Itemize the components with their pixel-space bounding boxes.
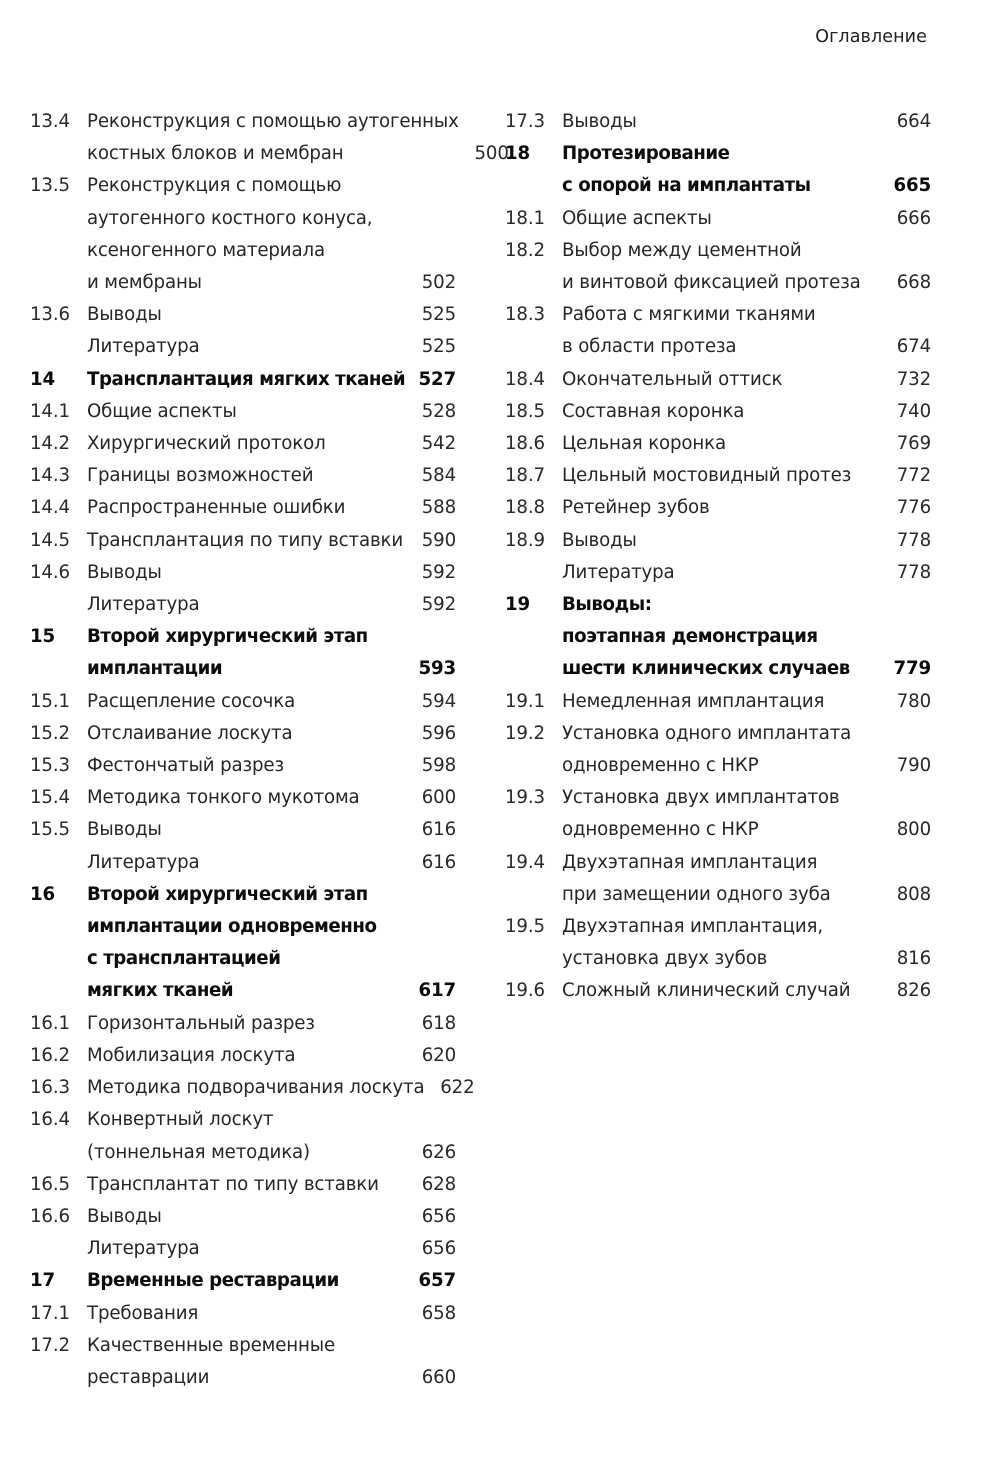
toc-entry-number: 15.1 xyxy=(30,690,70,712)
toc-entry-title-line: одновременно с НКР xyxy=(562,755,759,777)
toc-section-entry xyxy=(505,460,931,492)
toc-entry-page-number: 502 xyxy=(421,272,456,294)
toc-entry-number: 15 xyxy=(30,626,56,648)
toc-entry-title xyxy=(562,460,881,492)
toc-entry-title-line: Качественные временные xyxy=(87,1334,336,1356)
toc-entry-title xyxy=(562,492,881,524)
toc-entry-title-line: ксеногенного материала xyxy=(87,239,325,261)
toc-entry-title xyxy=(562,718,881,782)
toc-section-entry xyxy=(505,525,931,557)
toc-entry-number: 16 xyxy=(30,883,56,905)
toc-entry-title xyxy=(562,975,881,1007)
toc-section-entry xyxy=(30,106,509,170)
toc-entry-page-number: 592 xyxy=(421,561,456,583)
toc-entry-title xyxy=(87,879,406,1008)
toc-entry-number: 13.4 xyxy=(30,111,70,132)
toc-entry-page-number: 800 xyxy=(896,819,931,841)
toc-section-entry xyxy=(30,557,456,589)
toc-entry-page-number: 790 xyxy=(896,755,931,777)
toc-entry-number: 13.5 xyxy=(30,175,70,197)
toc-entry-number: 19.3 xyxy=(505,787,545,809)
toc-entry-number: 18 xyxy=(505,143,531,165)
toc-entry-title xyxy=(87,428,406,460)
toc-entry-title-line: Хирургический протокол xyxy=(87,433,326,455)
toc-entry-page-number: 598 xyxy=(421,755,456,777)
toc-entry-number: 14.6 xyxy=(30,561,70,583)
toc-section-entry xyxy=(505,557,931,589)
toc-entry-title-line: Конвертный лоскут xyxy=(87,1109,274,1131)
toc-entry-page-number: 779 xyxy=(893,658,931,680)
toc-entry-page-number: 592 xyxy=(421,594,456,616)
toc-entry-number: 16.3 xyxy=(30,1077,70,1099)
toc-entry-number: 18.9 xyxy=(505,529,545,551)
toc-section-entry xyxy=(30,492,456,524)
toc-entry-number: 17.2 xyxy=(30,1334,70,1356)
toc-entry-title-line: Выводы xyxy=(562,529,637,551)
toc-entry-title-line: Выводы xyxy=(87,819,162,841)
toc-entry-page-number: 668 xyxy=(896,272,931,294)
toc-section-entry xyxy=(30,428,456,460)
toc-entry-page-number: 656 xyxy=(421,1238,456,1260)
toc-entry-title-line: в области протеза xyxy=(562,336,737,358)
toc-entry-title xyxy=(562,557,881,589)
toc-entry-page-number: 808 xyxy=(896,883,931,905)
toc-entry-title-line: Ретейнер зубов xyxy=(562,497,710,519)
toc-entry-number: 19.5 xyxy=(505,916,545,938)
toc-entry-title xyxy=(87,396,406,428)
toc-entry-title-line: (тоннельная методика) xyxy=(87,1141,310,1163)
toc-section-entry xyxy=(30,1040,456,1072)
toc-entry-title xyxy=(87,331,406,363)
toc-entry-title xyxy=(87,750,406,782)
toc-entry-title xyxy=(87,814,406,846)
toc-section-entry xyxy=(505,203,931,235)
toc-entry-title-line: имплантации xyxy=(87,658,223,680)
toc-entry-title xyxy=(87,589,406,621)
toc-section-entry xyxy=(505,847,931,911)
toc-entry-title-line: Общие аспекты xyxy=(87,400,237,422)
toc-section-entry xyxy=(505,686,931,718)
toc-entry-title-line: поэтапная демонстрация xyxy=(562,626,818,648)
toc-entry-title xyxy=(87,106,459,170)
toc-section-entry xyxy=(30,1072,475,1104)
toc-section-entry xyxy=(30,460,456,492)
toc-entry-number xyxy=(30,589,87,621)
toc-entry-page-number: 593 xyxy=(418,658,456,680)
toc-entry-title-line: Расщепление сосочка xyxy=(87,690,296,712)
toc-entry-page-number: 620 xyxy=(421,1044,456,1066)
toc-section-entry xyxy=(30,589,456,621)
toc-entry-title-line: Реконструкция с помощью аутогенных xyxy=(87,111,459,132)
toc-chapter-entry xyxy=(505,589,931,686)
toc-entry-page-number: 528 xyxy=(421,400,456,422)
toc-entry-page-number: 588 xyxy=(421,497,456,519)
toc-entry-page-number: 658 xyxy=(421,1302,456,1324)
toc-entry-title-line: Методика тонкого мукотома xyxy=(87,787,360,809)
toc-entry-title-line: Составная коронка xyxy=(562,400,745,422)
toc-entry-title-line: Общие аспекты xyxy=(562,207,712,229)
toc-entry-title xyxy=(87,1201,406,1233)
toc-entry-page-number: 500 xyxy=(474,143,509,165)
toc-entry-title-line: Протезирование xyxy=(562,143,730,165)
toc-entry-number xyxy=(30,1233,87,1265)
toc-entry-title xyxy=(562,847,881,911)
toc-section-entry xyxy=(30,750,456,782)
toc-entry-number: 18.8 xyxy=(505,497,545,519)
toc-entry-title-line: Требования xyxy=(87,1302,199,1324)
toc-entry-title-line: Выводы xyxy=(87,1205,162,1227)
toc-entry-title-line: установка двух зубов xyxy=(562,948,768,970)
toc-entry-page-number: 527 xyxy=(418,368,456,390)
toc-entry-title xyxy=(87,557,406,589)
toc-section-entry xyxy=(30,1169,456,1201)
running-head-title: Оглавление xyxy=(815,27,927,47)
toc-entry-page-number: 617 xyxy=(418,980,456,1002)
toc-entry-page-number: 594 xyxy=(421,690,456,712)
toc-entry-number: 17 xyxy=(30,1270,56,1292)
toc-section-entry xyxy=(30,525,456,557)
toc-entry-title-line: Цельный мостовидный протез xyxy=(562,465,852,487)
toc-entry-title-line: Выводы xyxy=(87,561,162,583)
toc-entry-title xyxy=(87,1298,406,1330)
toc-entry-page-number: 778 xyxy=(896,561,931,583)
toc-entry-number: 15.2 xyxy=(30,722,70,744)
toc-entry-title-line: костных блоков и мембран xyxy=(87,143,344,165)
toc-entry-number: 19.6 xyxy=(505,980,545,1002)
toc-entry-page-number: 616 xyxy=(421,819,456,841)
toc-entry-number: 15.3 xyxy=(30,755,70,777)
toc-section-entry xyxy=(505,235,931,299)
toc-entry-page-number: 816 xyxy=(896,948,931,970)
toc-chapter-entry xyxy=(505,138,931,202)
toc-entry-page-number: 596 xyxy=(421,722,456,744)
toc-entry-title-line: аутогенного костного конуса, xyxy=(87,207,373,229)
toc-entry-title-line: реставрации xyxy=(87,1366,210,1388)
toc-section-entry xyxy=(30,1330,456,1394)
toc-entry-title-line: Выводы xyxy=(562,111,637,132)
toc-entry-number: 18.2 xyxy=(505,239,545,261)
toc-entry-page-number: 600 xyxy=(421,787,456,809)
toc-entry-title xyxy=(87,1265,406,1297)
toc-section-entry xyxy=(30,782,456,814)
toc-entry-title xyxy=(87,782,406,814)
toc-entry-title-line: Трансплантат по типу вставки xyxy=(87,1173,379,1195)
toc-entry-title-line: Немедленная имплантация xyxy=(562,690,825,712)
toc-entry-page-number: 665 xyxy=(893,175,931,197)
toc-entry-title xyxy=(87,1008,406,1040)
toc-section-entry xyxy=(30,299,456,331)
toc-entry-title-line: Второй хирургический этап xyxy=(87,883,368,905)
toc-entry-title-line: Выводы xyxy=(87,304,162,326)
toc-entry-title-line: и мембраны xyxy=(87,272,202,294)
toc-entry-title-line: Литература xyxy=(562,561,675,583)
toc-right-column xyxy=(505,106,931,1008)
toc-entry-number: 18.1 xyxy=(505,207,545,229)
toc-entry-title xyxy=(87,364,406,396)
toc-entry-title-line: Литература xyxy=(87,594,200,616)
toc-entry-number xyxy=(505,557,562,589)
toc-entry-title-line: Реконструкция с помощью xyxy=(87,175,342,197)
toc-entry-page-number: 826 xyxy=(896,980,931,1002)
toc-section-entry xyxy=(30,686,456,718)
toc-entry-page-number: 666 xyxy=(896,207,931,229)
toc-entry-title-line: Мобилизация лоскута xyxy=(87,1044,296,1066)
toc-entry-title-line: Литература xyxy=(87,851,200,873)
toc-entry-title xyxy=(87,718,406,750)
toc-entry-page-number: 590 xyxy=(421,529,456,551)
toc-entry-page-number: 769 xyxy=(896,433,931,455)
toc-entry-title-line: Выбор между цементной xyxy=(562,239,802,261)
toc-entry-number: 16.2 xyxy=(30,1044,70,1066)
toc-entry-page-number: 618 xyxy=(421,1012,456,1034)
toc-entry-number: 17.1 xyxy=(30,1302,70,1324)
toc-entry-title-line: Методика подворачивания лоскута xyxy=(87,1077,425,1099)
toc-entry-title-line: имплантации одновременно xyxy=(87,916,377,938)
toc-chapter-entry xyxy=(30,1265,456,1297)
toc-entry-page-number: 776 xyxy=(896,497,931,519)
toc-section-entry xyxy=(505,718,931,782)
toc-entry-page-number: 732 xyxy=(896,368,931,390)
toc-entry-title-line: Двухэтапная имплантация, xyxy=(562,916,823,938)
toc-section-entry xyxy=(505,975,931,1007)
toc-entry-page-number: 674 xyxy=(896,336,931,358)
toc-entry-page-number: 525 xyxy=(421,336,456,358)
toc-section-entry xyxy=(30,1008,456,1040)
toc-entry-page-number: 780 xyxy=(896,690,931,712)
toc-entry-title-line: Трансплантация мягких тканей xyxy=(87,368,406,390)
toc-section-entry xyxy=(505,299,931,363)
toc-entry-title xyxy=(87,1072,425,1104)
toc-entry-title xyxy=(87,1040,406,1072)
toc-entry-title-line: Фестончатый разрез xyxy=(87,755,284,777)
toc-entry-title-line: Трансплантация по типу вставки xyxy=(87,529,404,551)
toc-section-entry xyxy=(30,814,456,846)
toc-entry-title-line: одновременно с НКР xyxy=(562,819,759,841)
toc-entry-title xyxy=(562,203,881,235)
toc-entry-title-line: шести клинических случаев xyxy=(562,658,850,680)
toc-entry-number: 18.4 xyxy=(505,368,545,390)
toc-entry-page-number: 740 xyxy=(896,400,931,422)
toc-entry-page-number: 664 xyxy=(896,111,931,132)
toc-entry-title-line: Горизонтальный разрез xyxy=(87,1012,315,1034)
toc-entry-title-line: Отслаивание лоскута xyxy=(87,722,293,744)
toc-entry-number: 15.5 xyxy=(30,819,70,841)
toc-entry-number: 18.3 xyxy=(505,304,545,326)
toc-entry-title-line: Окончательный оттиск xyxy=(562,368,783,390)
toc-entry-title xyxy=(562,911,881,975)
toc-entry-title xyxy=(562,364,881,396)
toc-entry-number: 18.5 xyxy=(505,400,545,422)
toc-entry-page-number: 656 xyxy=(421,1205,456,1227)
toc-entry-number: 19.1 xyxy=(505,690,545,712)
toc-entry-page-number: 660 xyxy=(421,1366,456,1388)
toc-chapter-entry xyxy=(30,364,456,396)
toc-chapter-entry xyxy=(30,879,456,1008)
toc-entry-title xyxy=(87,1330,406,1394)
toc-section-entry xyxy=(30,1104,456,1168)
toc-entry-number: 14.4 xyxy=(30,497,70,519)
toc-entry-title xyxy=(87,525,406,557)
toc-entry-title-line: и винтовой фиксацией протеза xyxy=(562,272,861,294)
toc-entry-title xyxy=(87,492,406,524)
toc-entry-page-number: 622 xyxy=(440,1077,475,1099)
toc-entry-title-line: Сложный клинический случай xyxy=(562,980,851,1002)
toc-entry-title-line: с трансплантацией xyxy=(87,948,281,970)
toc-entry-number: 17.3 xyxy=(505,111,545,132)
toc-left-column xyxy=(30,106,509,1394)
toc-entry-number xyxy=(30,847,87,879)
toc-section-entry xyxy=(30,1233,456,1265)
toc-entry-number: 14.5 xyxy=(30,529,70,551)
toc-chapter-entry xyxy=(30,621,456,685)
toc-entry-title xyxy=(87,1233,406,1265)
toc-entry-number: 16.6 xyxy=(30,1205,70,1227)
toc-entry-number: 14.2 xyxy=(30,433,70,455)
toc-entry-title-line: Временные реставрации xyxy=(87,1270,339,1292)
toc-entry-number: 14 xyxy=(30,368,56,390)
toc-entry-page-number: 772 xyxy=(896,465,931,487)
toc-entry-title xyxy=(87,299,406,331)
toc-entry-title xyxy=(562,686,881,718)
toc-entry-title xyxy=(562,235,881,299)
toc-entry-title xyxy=(562,138,881,202)
toc-section-entry xyxy=(30,1298,456,1330)
toc-entry-title xyxy=(562,299,881,363)
toc-entry-title-line: Двухэтапная имплантация xyxy=(562,851,818,873)
toc-section-entry xyxy=(30,170,456,299)
toc-entry-number: 15.4 xyxy=(30,787,70,809)
toc-entry-title-line: с опорой на имплантаты xyxy=(562,175,811,197)
toc-entry-title-line: Выводы: xyxy=(562,594,652,616)
toc-entry-page-number: 542 xyxy=(421,433,456,455)
toc-entry-page-number: 657 xyxy=(418,1270,456,1292)
toc-section-entry xyxy=(505,428,931,460)
toc-section-entry xyxy=(30,1201,456,1233)
toc-entry-number: 18.7 xyxy=(505,465,545,487)
toc-entry-title-line: мягких тканей xyxy=(87,980,234,1002)
toc-section-entry xyxy=(505,364,931,396)
toc-entry-title-line: Работа с мягкими тканями xyxy=(562,304,816,326)
toc-entry-number: 19.2 xyxy=(505,722,545,744)
toc-entry-number: 14.1 xyxy=(30,400,70,422)
toc-section-entry xyxy=(505,911,931,975)
toc-entry-title-line: Литература xyxy=(87,1238,200,1260)
toc-entry-page-number: 525 xyxy=(421,304,456,326)
toc-entry-title xyxy=(562,589,881,686)
toc-entry-number: 16.5 xyxy=(30,1173,70,1195)
toc-entry-title xyxy=(562,428,881,460)
toc-entry-title xyxy=(87,1169,406,1201)
toc-entry-title xyxy=(87,170,406,299)
toc-entry-title xyxy=(87,1104,406,1168)
toc-entry-number: 13.6 xyxy=(30,304,70,326)
toc-entry-title xyxy=(562,106,881,138)
toc-entry-title-line: Установка одного имплантата xyxy=(562,722,852,744)
toc-entry-title xyxy=(87,460,406,492)
toc-entry-title-line: Цельная коронка xyxy=(562,433,726,455)
toc-section-entry xyxy=(505,396,931,428)
toc-entry-page-number: 616 xyxy=(421,851,456,873)
toc-entry-number: 14.3 xyxy=(30,465,70,487)
toc-section-entry xyxy=(30,331,456,363)
toc-entry-title-line: Литература xyxy=(87,336,200,358)
toc-entry-title-line: Распространенные ошибки xyxy=(87,497,346,519)
toc-section-entry xyxy=(30,847,456,879)
toc-entry-number: 16.4 xyxy=(30,1109,70,1131)
toc-entry-title xyxy=(562,396,881,428)
toc-entry-page-number: 628 xyxy=(421,1173,456,1195)
toc-entry-title-line: Установка двух имплантатов xyxy=(562,787,840,809)
toc-entry-title xyxy=(87,621,406,685)
toc-section-entry xyxy=(505,106,931,138)
toc-entry-title xyxy=(562,525,881,557)
toc-entry-number: 19 xyxy=(505,594,531,616)
toc-entry-number: 18.6 xyxy=(505,433,545,455)
toc-section-entry xyxy=(505,782,931,846)
toc-entry-page-number: 584 xyxy=(421,465,456,487)
toc-section-entry xyxy=(30,396,456,428)
toc-section-entry xyxy=(505,492,931,524)
toc-entry-page-number: 778 xyxy=(896,529,931,551)
toc-entry-number xyxy=(30,331,87,363)
toc-entry-number: 19.4 xyxy=(505,851,545,873)
toc-entry-title-line: Второй хирургический этап xyxy=(87,626,368,648)
toc-entry-number: 16.1 xyxy=(30,1012,70,1034)
toc-entry-title xyxy=(87,847,406,879)
toc-entry-title xyxy=(87,686,406,718)
toc-entry-title-line: Границы возможностей xyxy=(87,465,314,487)
toc-entry-page-number: 626 xyxy=(421,1141,456,1163)
toc-section-entry xyxy=(30,718,456,750)
toc-entry-title-line: при замещении одного зуба xyxy=(562,883,831,905)
toc-entry-title xyxy=(562,782,881,846)
